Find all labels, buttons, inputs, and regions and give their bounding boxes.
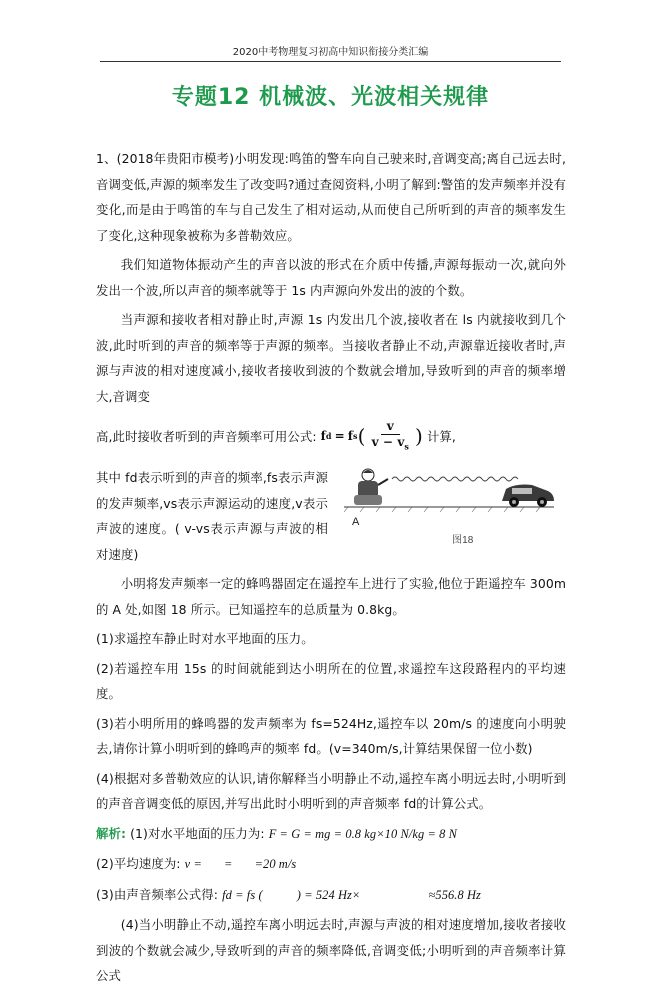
figure-caption: 图18 xyxy=(452,535,474,546)
formula-rhs-sub: s xyxy=(353,431,358,442)
remote-control-car-icon xyxy=(502,485,554,508)
solution-1 xyxy=(96,821,566,848)
formula-explanation: 其中 fd表示听到的声音的频率,fs表示声源的发声频率,vs表示声源运动的速度,v表示声波的速度。( v-vs表示声源与声波的相对速度) xyxy=(96,470,328,562)
solution-4: (4)当小明静止不动,遥控车离小明远去时,声源与声波的相对速度增加,接收者接收到波的个数就会减少,导致听到的声音的频率降低,音调变低;小明听到的声音频率计算公式 xyxy=(96,917,566,983)
question-1: (1)求遥控车静止时对水平地面的压力。 xyxy=(96,631,314,646)
formula-fraction xyxy=(368,419,413,454)
paragraph-6: 小明将发声频率一定的蜂鸣器固定在遥控车上进行了实验,他位于距遥控车 300m 的 A 处,如图 18 所示。已知遥控车的总质量为 0.8kg。 xyxy=(96,576,566,617)
solution-1-text: (1)对水平地面的压力为: xyxy=(130,825,265,841)
solution-2-math-a: v = xyxy=(184,857,202,871)
solution-2-math-b: = xyxy=(224,857,233,871)
solution-3-text: (3)由声音频率公式得: xyxy=(96,886,219,902)
formula-rhs: f xyxy=(347,429,354,444)
solution-2-math-c: =20 m/s xyxy=(254,857,297,871)
page-title: 专题12 机械波、光波相关规律 xyxy=(171,85,490,110)
figure-18 xyxy=(334,461,566,557)
figure-point-label: A xyxy=(352,516,360,528)
formula-denominator xyxy=(368,435,413,454)
formula-paren-close: ) xyxy=(415,424,423,449)
ground-hatch xyxy=(344,507,540,512)
running-header: 2020中考物理复习初高中知识衔接分类汇编 xyxy=(100,43,561,62)
formula-paragraph xyxy=(96,413,566,461)
doppler-formula xyxy=(321,419,423,454)
solution-3-math-b: ) = 524 Hz× xyxy=(296,887,361,902)
paragraph-2: 我们知道物体振动产生的声音以波的形式在介质中传播,声源每振动一次,就向外发出一个波,所以声音的频率就等于 1s 内声源向外发出的波的个数。 xyxy=(96,257,566,298)
solution-label: 解析: xyxy=(96,825,127,841)
solution-1-math: F = G = mg = 0.8 kg×10 N/kg = 8 N xyxy=(268,826,457,841)
problem-intro: 1、(2018年贵阳市模考)小明发现:鸣笛的警车向自己驶来时,音调变高;离自己远去时,音调变低,声源的频率发生了改变吗?通过查阅资料,小明了解到:警笛的发声频率并没有变化,而是由于鸣笛的车与自己发生了相对运动,从而使自己所听到的声音的频率发生了变化,这种现象被称为多普勒效应。 xyxy=(96,151,566,243)
solution-2-text: (2)平均速度为: xyxy=(96,856,181,871)
question-3: (3)若小明所用的蜂鸣器的发声频率为 fs=524Hz,遥控车以 20m/s 的速度向小明驶去,请你计算小明听到的蜂鸣声的频率 fd。(v=340m/s,计算结果保留一位小数) xyxy=(96,715,566,756)
formula-den-sub: s xyxy=(404,441,410,452)
formula-paren-open: ( xyxy=(357,424,366,449)
formula-equals: = xyxy=(334,429,345,444)
formula-tail-text: 计算, xyxy=(426,429,456,445)
solution-3-math-c: ≈556.8 Hz xyxy=(428,887,481,902)
formula-numerator: v xyxy=(381,419,400,435)
solution-2 xyxy=(96,851,566,878)
paragraph-3: 当声源和接收者相对静止时,声源 1s 内发出几个波,接收者在 ls 内就接收到几个波,此时听到的声音的频率等于声源的频率。当接收者静止不动,声源靠近接收者时,声源与声波的相对速度减小,接收者接收到波的个数就会增加,导致听到的声音的频率增大,音调变 xyxy=(96,312,566,404)
figure-row xyxy=(96,465,566,571)
solution-3 xyxy=(96,882,566,909)
document-body xyxy=(96,146,566,993)
formula-lhs: f xyxy=(320,429,326,444)
sound-wave-icon xyxy=(392,477,518,481)
question-2: (2)若遥控车用 15s 的时间就能到达小明所在的位置,求遥控车这段路程内的平均速度。 xyxy=(96,660,566,701)
person-icon xyxy=(354,469,388,505)
solution-3-math-a: fd = fs ( xyxy=(222,887,263,902)
formula-lhs-sub: d xyxy=(325,431,332,442)
formula-lead-text: 高,此时接收者听到的声音频率可用公式: xyxy=(96,429,317,445)
formula-den-text: v − v xyxy=(371,435,405,450)
question-4: (4)根据对多普勒效应的认识,请你解释当小明静止不动,遥控车离小明远去时,小明听到的声音音调变低的原因,并写出此时小明听到的声音频率 fd的计算公式。 xyxy=(96,770,566,811)
